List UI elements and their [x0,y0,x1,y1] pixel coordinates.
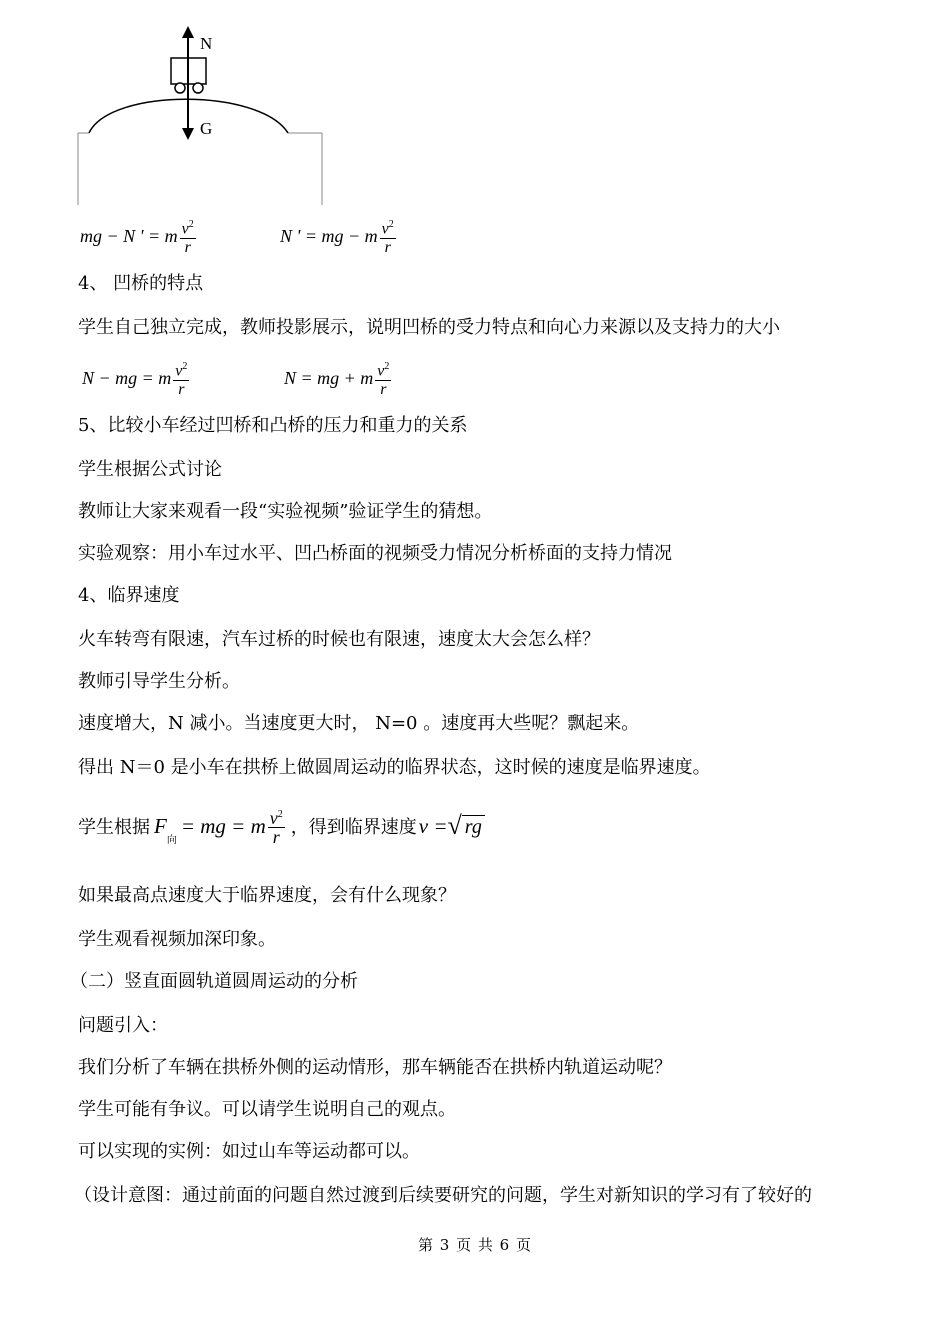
eq-lhs: N = mg + m [284,368,374,389]
radicand: rg [462,815,485,838]
paragraph-concave: 学生自己独立完成，教师投影展示，说明凹桥的受力特点和向心力来源以及支持力的大小 [78,317,780,338]
eq-middle: = mg = m [180,813,266,838]
numerator: v [377,362,385,380]
exponent: 2 [384,361,390,372]
exponent: 2 [188,219,194,230]
paragraph-discuss: 学生根据公式讨论 [78,459,222,480]
equation-concave-2 [284,358,393,399]
paragraph-observe: 实验观察：用小车过水平、凹凸桥面的视频受力情况分析桥面的支持力情况 [78,543,672,564]
fraction [268,806,285,846]
eq-suffix: ，得到临界速度 [290,817,417,838]
eq-prefix: 学生根据 [78,817,150,838]
paragraph-intro: 问题引入： [78,1015,168,1036]
numerator: v [181,220,189,238]
square-root [448,813,485,839]
page-footer: 第 3 页 共 6 页 [418,1236,532,1254]
eq-lhs: N − mg = m [82,368,172,389]
paragraph-question: 如果最高点速度大于临界速度，会有什么现象？ [78,885,456,906]
car-wheel-right [193,83,203,93]
sqrt-icon: √ [447,811,462,840]
fraction [173,358,189,399]
equation-convex-2 [280,216,398,257]
eq-lhs: mg − N ' = m [80,226,178,247]
numerator: v [175,362,183,380]
car-wheel-left [175,83,185,93]
paragraph-design: （设计意图：通过前面的问题自然过渡到后续要研究的问题，学生对新知识的学习有了较好的 [74,1185,812,1206]
equation-concave-1 [82,358,191,399]
paragraph-speed: 速度增大，N 减小。当速度更大时， N=0 。速度再大些呢？飘起来。 [78,713,640,734]
fraction [380,216,396,257]
label-g: G [200,119,213,138]
velocity-symbol: v = [418,813,448,838]
force-symbol: F [154,813,167,838]
paragraph-example: 可以实现的实例：如过山车等运动都可以。 [78,1141,420,1162]
denominator: r [184,239,191,257]
paragraph-limit: 火车转弯有限速，汽车过桥的时候也有限速，速度太大会怎么样？ [78,629,600,650]
paragraph-critical: 得出 N＝0 是小车在拱桥上做圆周运动的临界状态，这时候的速度是临界速度。 [78,757,711,778]
paragraph-dispute: 学生可能有争议。可以请学生说明自己的观点。 [78,1099,456,1120]
numerator: v [381,220,389,238]
fraction [375,358,391,399]
denominator: r [272,827,280,847]
section-title-compare: 5、比较小车经过凹桥和凸桥的压力和重力的关系 [78,415,468,436]
exponent: 2 [277,809,283,820]
label-n: N [200,34,213,53]
denominator: r [380,381,387,399]
numerator: v [269,808,278,828]
eq-lhs: N ' = mg − m [280,226,378,247]
denominator: r [178,381,185,399]
force-subscript: 向 [166,835,177,846]
section-title-critical: 4、临界速度 [78,585,180,606]
exponent: 2 [388,219,394,230]
denominator: r [384,239,391,257]
paragraph-guide: 教师引导学生分析。 [78,671,240,692]
exponent: 2 [182,361,188,372]
fraction [180,216,196,257]
paragraph-watch: 学生观看视频加深印象。 [78,929,276,950]
paragraph-inner: 我们分析了车辆在拱桥外侧的运动情形，那车辆能否在拱桥内轨道运动呢？ [78,1057,672,1078]
section-title-concave: 4、 凹桥的特点 [78,273,204,294]
convex-bridge-diagram [0,0,330,210]
equation-convex-1 [80,216,198,257]
paragraph-video: 教师让大家来观看一段“实验视频”验证学生的猜想。 [78,501,493,522]
equation-critical-line [78,806,485,846]
section-title-vertical: （二）竖直面圆轨道圆周运动的分析 [70,971,358,992]
